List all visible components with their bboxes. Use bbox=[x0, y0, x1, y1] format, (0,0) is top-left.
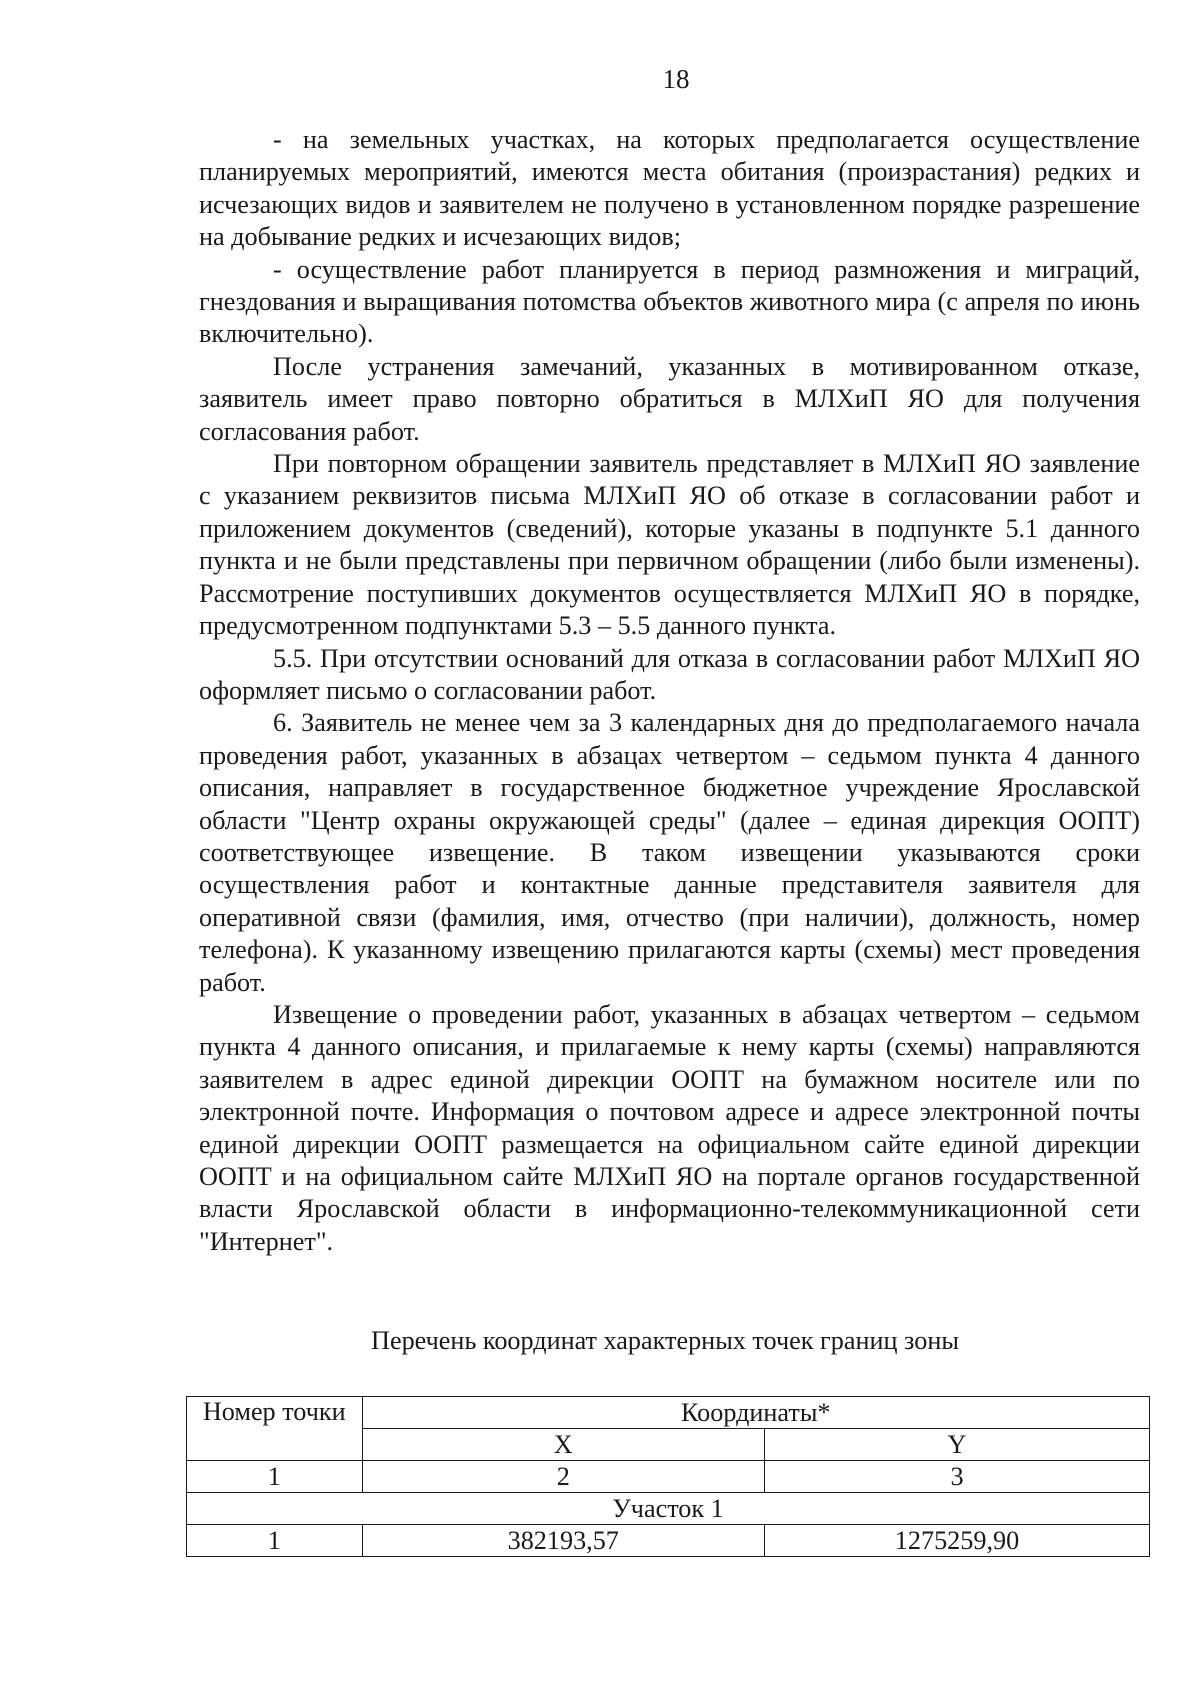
numbering-cell: 2 bbox=[362, 1461, 765, 1493]
table-section-row bbox=[187, 1493, 1150, 1525]
header-point-number: Номер точки bbox=[187, 1397, 363, 1461]
paragraph-notice-sending: Извещение о проведении работ, указанных в абзацах четвертом – седьмом пункта 4 данного описания, и прилагаемые к нему карты (схемы) направляются заявителем в адрес единой дирекции ООПТ на бумажном носителе или по электронной почте. Информация о почтовом адресе и адресе электронной почты единой дирекции ООПТ размещается на официальном сайте единой дирекции ООПТ и на официальном сайте МЛХиП ЯО на портале органов государственной власти Ярославской области в информационно-телекоммуникационной сети "Интернет". bbox=[199, 999, 1140, 1256]
paragraph-6: 6. Заявитель не менее чем за 3 календарных дня до предполагаемого начала проведения работ, указанных в абзацах четвертом – седьмом пункта 4 данного описания, направляет в государственное бюджетное учреждение Ярославской области "Центр охраны окружающей среды" (далее – единая дирекция ООПТ) соответствующее извещение. В таком извещении указываются сроки осуществления работ и контактные данные представителя заявителя для оперативной связи (фамилия, имя, отчество (при наличии), должность, номер телефона). К указанному извещению прилагаются карты (схемы) мест проведения работ. bbox=[199, 708, 1140, 997]
paragraph-breeding-period: - осуществление работ планируется в период размножения и миграций, гнездования и выращивания потомства объектов животного мира (с апреля по июнь включительно). bbox=[199, 254, 1140, 349]
document-body bbox=[199, 124, 1140, 1258]
table-row bbox=[187, 1525, 1150, 1557]
paragraph-rare-species: - на земельных участках, на которых предполагается осуществление планируемых мероприятий, имеются места обитания (произрастания) редких и исчезающих видов и заявителем не получено в установленном порядке разрешение на добывание редких и исчезающих видов; bbox=[199, 125, 1140, 252]
paragraph-repeat-application: При повторном обращении заявитель представляет в МЛХиП ЯО заявление с указанием реквизитов письма МЛХиП ЯО об отказе в согласовании работ и приложением документов (сведений), которые указаны в подпункте 5.1 данного пункта и не были представлены при первичном обращении (либо были изменены). Рассмотрение поступивших документов осуществляется МЛХиП ЯО в порядке, предусмотренном подпунктами 5.3 – 5.5 данного пункта. bbox=[199, 449, 1140, 641]
paragraph-5-5: 5.5. При отсутствии оснований для отказа в согласовании работ МЛХиП ЯО оформляет письмо о согласовании работ. bbox=[199, 643, 1140, 705]
table-numbering-row bbox=[187, 1461, 1150, 1493]
section-label: Участок 1 bbox=[187, 1493, 1150, 1525]
point-number-cell: 1 bbox=[187, 1525, 363, 1557]
numbering-cell: 1 bbox=[187, 1461, 363, 1493]
table-header-row bbox=[187, 1397, 1150, 1429]
page-number: 18 bbox=[662, 64, 690, 94]
table-title: Перечень координат характерных точек границ зоны bbox=[371, 1326, 959, 1355]
header-coordinates: Координаты* bbox=[362, 1397, 1150, 1429]
y-coordinate-cell: 1275259,90 bbox=[765, 1525, 1150, 1557]
x-coordinate-cell: 382193,57 bbox=[362, 1525, 765, 1557]
paragraph-after-remarks: После устранения замечаний, указанных в мотивированном отказе, заявитель имеет право повторно обратиться в МЛХиП ЯО для получения согласования работ. bbox=[199, 351, 1140, 446]
numbering-cell: 3 bbox=[765, 1461, 1150, 1493]
header-x: X bbox=[362, 1429, 765, 1461]
coordinates-table bbox=[186, 1396, 1150, 1557]
header-y: Y bbox=[765, 1429, 1150, 1461]
